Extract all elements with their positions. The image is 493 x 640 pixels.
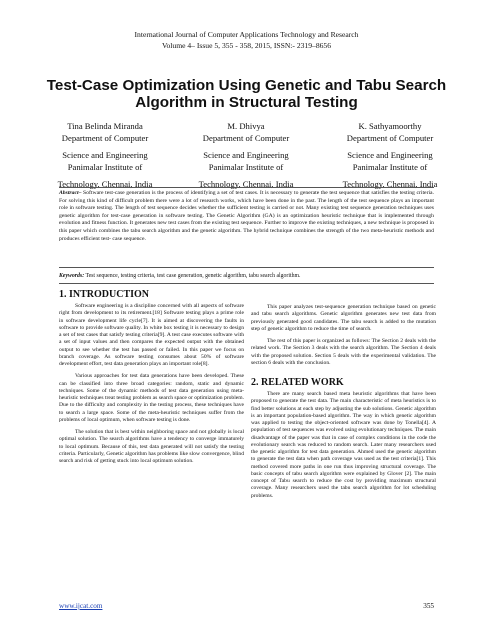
abstract-bottom-rule xyxy=(59,267,434,268)
abstract xyxy=(59,190,434,243)
keywords-label: Keywords: xyxy=(59,273,85,279)
abstract-top-rule xyxy=(59,187,434,188)
author-name: K. Sathyamoorthy xyxy=(358,121,422,131)
paragraph: The solution that is best within neighboring space and not globally is local optimal solution. The search algorithms have a tendency to converge immaturely to local optimum. Because of this, test data generated will not satisfy the testing criteria. Particularly, Genetic algorithm has problems like slow convergence, blind search and risk of getting stuck into local optimum solution. xyxy=(59,429,244,464)
author-name: M. Dhivya xyxy=(227,121,265,131)
section-heading-introduction: 1. INTRODUCTION xyxy=(59,289,150,300)
page-number: 355 xyxy=(423,602,434,610)
paragraph: Various approaches for test data generations have been developed. These can be classified into three broad categories: random, static and dynamic techniques. Some of the dynamic methods of test data generation using meta-heuristic techniques treat testing problem as search space or optimization problem. Due to the difficulty and complexity in the testing process, these techniques have to search a large space. Some of the meta-heuristic techniques suffer from the problems of local optimum, when software testing is done. xyxy=(59,373,245,423)
author-name: Tina Belinda Miranda xyxy=(67,121,143,131)
author-department: Department of Computer xyxy=(346,133,434,144)
keywords-bottom-rule xyxy=(59,283,434,284)
author-affiliation-line: Science and Engineering xyxy=(347,149,433,160)
journal-name: International Journal of Computer Applications Technology and Research xyxy=(134,30,359,39)
abstract-text: Software test-case generation is the process of identifying a set of test cases. It is necessary to generate the test sequence that satisfies the testing criteria. For solving this kind of difficult problem there were a lot of research works, which have been done in the past. The length of the test sequence plays an important role in software testing. The length of test sequence decides whether the sufficient testing is carried or not. Many existing test sequence generation techniques uses genetic algorithm for test-case generation in software testing. The Genetic Algorithm (GA) is an optimization heuristic technique that is implemented through evolution and fitness function. It generates new test cases from the existing test sequence. Further to improve the existing techniques, a new technique is proposed in this paper which combines the tabu search algorithm and the genetic algorithm. The hybrid technique combines the strength of the two meta-heuristic methods and produces efficient test- case sequence. xyxy=(59,190,434,242)
section-heading-related-work: 2. RELATED WORK xyxy=(251,377,344,388)
author-affiliation-line: Panimalar Institute of xyxy=(352,162,428,173)
keywords-text: Test sequence, testing criteria, test case generation, genetic algorithm, tabu search algorithm. xyxy=(84,273,301,279)
author-affiliation-line: Technology, Chennai, India xyxy=(342,178,438,189)
abstract-label: Abstract– xyxy=(59,190,82,196)
author-affiliation-line: Science and Engineering xyxy=(203,149,289,160)
right-column xyxy=(251,304,436,500)
journal-header xyxy=(0,29,493,51)
author-department: Department of Computer xyxy=(202,133,290,144)
author-affiliation-line: Technology, Chennai, India xyxy=(57,178,153,189)
author-affiliation-line: Panimalar Institute of xyxy=(208,162,284,173)
journal-url-link[interactable]: www.ijcat.com xyxy=(59,602,103,610)
author-2 xyxy=(166,120,326,190)
author-affiliation-line: Science and Engineering xyxy=(62,149,148,160)
author-department: Department of Computer xyxy=(61,133,149,144)
paper-title: Test-Case Optimization Using Genetic and Tabu Search Algorithm in Structural Testing xyxy=(46,77,447,111)
author-1 xyxy=(25,120,185,190)
keywords xyxy=(59,273,434,281)
paragraph: Software engineering is a discipline concerned with all aspects of software right from development to its retirement.[18] Software testing plays a prime role in software development life cycle[7]. It is aimed at discovering the faults in software to provide software quality. In white box testing it is necessary to design a set of test cases that satisfy testing criteria[9]. A test case executes software with a set of input values and then compares the expected output with the obtained output to see whether the test has passed or failed. In this paper we focus on branch coverage. As software testing consumes about 50% of software development effort, test data generation plays an important role[8]. xyxy=(59,303,244,367)
author-affiliation-line: Technology, Chennai, India xyxy=(198,178,294,189)
paragraph: This paper analyzes test-sequence generation technique based on genetic and tabu search algorithms. Genetic algorithm generates new test data from previously generated good candidates. The tabu search is added to the mutation step of genetic algorithm to reduce the time of search. xyxy=(251,304,436,332)
author-3 xyxy=(310,120,470,190)
paragraph: The rest of this paper is organized as follows: The Section 2 deals with the related work. The Section 3 deals with the search algorithm. The Section 4 deals with the proposed solution. Section 5 deals with the experimental validation. The section 6 deals with the conclusion. xyxy=(251,338,436,366)
author-affiliation-line: Panimalar Institute of xyxy=(67,162,143,173)
paragraph: There are many search based meta heuristic algorithms that have been proposed to generate the test data. The main characteristic of meta heuristics is to find better solutions at each step by adjusting the sub solutions. Genetic algorithm is an important population-based algorithm. The way in which genetic algorithm was applied to testing the object-oriented software was done by Tonella[4]. A population of test sequences was evolved using evolutionary techniques. The main disadvantage of the paper was that in case of complex conditions in the code the evolutionary search was reduced to random search. Later many researchers used the genetic algorithm for test data generation. Ahmed used the genetic algorithm to generate the test data when path coverage was used as the test criteria[1]. This method covered more paths in one run thus improving structural coverage. The basic concepts of tabu search algorithm were explained by Glover [2]. The main concept of Tabu search to reduce the cost by providing maximum structural coverage. Many researchers used the tabu search algorithm for lot scheduling problems. xyxy=(251,391,436,499)
left-column xyxy=(59,289,244,465)
journal-volume: Volume 4– Issue 5, 355 - 358, 2015, ISSN:- 2319–8656 xyxy=(161,41,332,50)
